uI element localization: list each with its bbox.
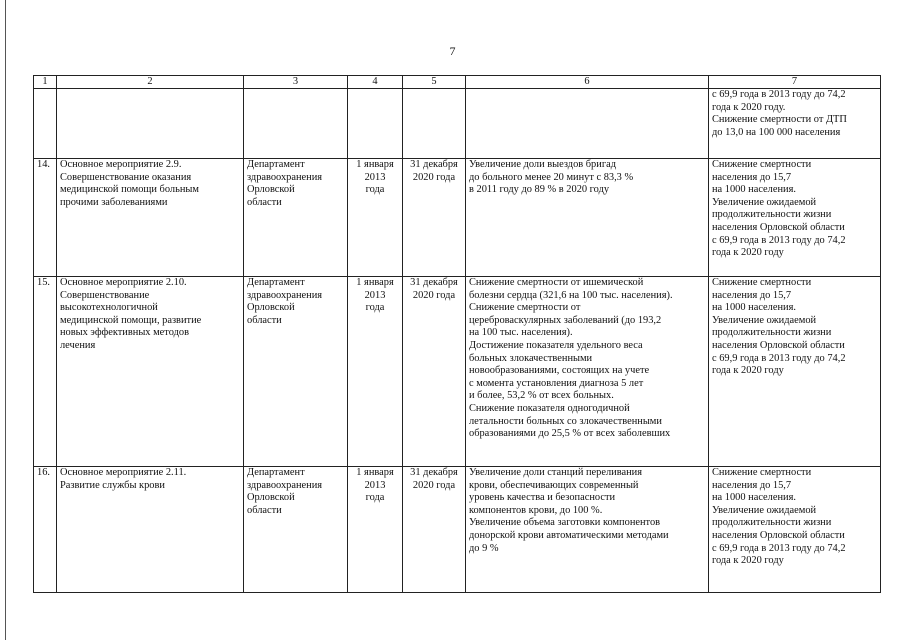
row-number: 14. [34,159,57,277]
cell-line: населения Орловской области [712,339,845,351]
cell-line: компонентов крови, до 100 %. [469,504,603,516]
cell-line: образованиями до 25,5 % от всех заболевших [469,428,671,440]
cell-line: Увеличение ожидаемой [712,196,817,208]
expected-result-cell [466,277,709,467]
cell-line: области [247,504,282,516]
page-number: 7 [449,44,456,58]
cell-line: летальности больных со злокачественными [469,415,662,427]
cell-line: 31 декабря [410,467,458,478]
cell-line: новых эффективных методов [60,327,189,339]
activity-cell [57,467,244,593]
cell-line: здравоохранения [247,479,323,491]
cell-line: больных злокачественными [469,352,593,364]
cell-line: новообразованиями, состоящих на учете [469,365,650,377]
header-col-2: 2 [57,76,244,89]
cell-line: с 69,9 года в 2013 году до 74,2 [712,89,846,100]
cell-line: области [247,196,282,208]
cell-line: и более, 53,2 % от всех больных. [469,390,614,402]
header-col-5: 5 [403,76,466,89]
cell-line: с 69,9 года в 2013 году до 74,2 [712,352,846,364]
indicator-cell [709,159,881,277]
cell-line: 2020 года [412,479,456,491]
end-date-cell [403,467,466,593]
cell-line: 2020 года [412,289,456,301]
cell-line: Увеличение ожидаемой [712,314,817,326]
cell-line: года к 2020 году [712,555,784,567]
cell-line: Снижение смертности от ДТП [712,114,847,126]
header-col-6: 6 [466,76,709,89]
cell-line: прочими заболеваниями [60,196,168,208]
cell-line: крови, обеспечивающих современный [469,479,639,491]
expected-result-cell [466,159,709,277]
cell-line: Департамент [247,467,305,478]
cell-line: Орловской [247,184,295,196]
cell-line: населения до 15,7 [712,479,792,491]
cell-line: Основное мероприятие 2.11. [60,467,187,478]
cell-line: на 100 тыс. населения). [469,327,573,339]
cell-line: высокотехнологичной [60,302,158,314]
cell-line: здравоохранения [247,289,323,301]
row-number: 16. [34,467,57,593]
cell-line: лечения [60,339,96,351]
cell-line: Департамент [247,277,305,288]
cell-line: Снижение смертности [712,467,812,478]
expected-result-cell [466,467,709,593]
cell-line: на 1000 населения. [712,302,796,314]
cell-line: 2013 [364,171,386,183]
cont-col-2 [57,89,244,159]
header-row [34,76,881,89]
cont-col-7 [709,89,881,159]
cell-line: Увеличение доли станций переливания [469,467,642,478]
cell-line: населения до 15,7 [712,171,792,183]
continuation-row [34,89,881,159]
cell-line: Достижение показателя удельного веса [469,339,643,351]
cell-line: Совершенствование [60,289,150,301]
cell-line: с 69,9 года в 2013 году до 74,2 [712,542,846,554]
cell-line: населения Орловской области [712,529,845,541]
cont-col-1 [34,89,57,159]
row-number: 15. [34,277,57,467]
cell-line: медицинской помощи, развитие [60,314,202,326]
executor-cell [244,277,348,467]
header-col-1: 1 [34,76,57,89]
start-date-cell [348,277,403,467]
cell-line: Увеличение доли выездов бригад [469,159,616,170]
cell-line: 2013 [364,479,386,491]
activity-cell [57,277,244,467]
cell-line: уровень качества и безопасности [469,492,616,504]
cell-line: Развитие службы крови [60,479,165,491]
cell-line: года к 2020 году. [712,101,786,113]
executor-cell [244,159,348,277]
activity-cell [57,159,244,277]
cont-col-3 [244,89,348,159]
executor-cell [244,467,348,593]
header-col-3: 3 [244,76,348,89]
cell-line: здравоохранения [247,171,323,183]
cell-line: 2013 [364,289,386,301]
cell-line: цереброваскулярных заболеваний (до 193,2 [469,314,662,326]
cell-line: года к 2020 году [712,365,784,377]
cell-line: на 1000 населения. [712,184,796,196]
cell-line: 1 января [356,467,394,478]
cell-line: Основное мероприятие 2.10. [60,277,187,288]
cont-col-5 [403,89,466,159]
table-row-15 [34,277,881,467]
cell-line: Снижение смертности от ишемической [469,277,644,288]
cell-line: 1 января [356,277,394,288]
activities-table [33,75,881,593]
cell-line: болезни сердца (321,6 на 100 тыс. населения). [469,289,673,301]
header-col-7: 7 [709,76,881,89]
cell-line: до 13,0 на 100 000 населения [712,126,841,138]
cell-line: 31 декабря [410,277,458,288]
cell-line: Орловской [247,302,295,314]
header-col-4: 4 [348,76,403,89]
cell-line: в 2011 году до 89 % в 2020 году [469,184,610,196]
cell-line: населения Орловской области [712,221,845,233]
table-row-14 [34,159,881,277]
end-date-cell [403,159,466,277]
cell-line: медицинской помощи больным [60,184,199,196]
cell-line: Совершенствование оказания [60,171,192,183]
cell-line: населения до 15,7 [712,289,792,301]
cell-line: 2020 года [412,171,456,183]
cell-line: Снижение смертности [712,159,812,170]
cell-line: до 9 % [469,542,499,554]
cell-line: на 1000 населения. [712,492,796,504]
start-date-cell [348,467,403,593]
cell-line: продолжительности жизни [712,517,832,529]
start-date-cell [348,159,403,277]
cell-line: Увеличение ожидаемой [712,504,817,516]
cont-col-4 [348,89,403,159]
indicator-cell [709,277,881,467]
cell-line: с 69,9 года в 2013 году до 74,2 [712,234,846,246]
cell-line: области [247,314,282,326]
cell-line: с момента установления диагноза 5 лет [469,377,644,389]
indicator-cell [709,467,881,593]
end-date-cell [403,277,466,467]
cell-line: Основное мероприятие 2.9. [60,159,182,170]
table-row-16 [34,467,881,593]
cell-line: года [365,492,385,504]
cell-line: донорской крови автоматическими методами [469,529,669,541]
cell-line: Снижение смертности от [469,302,581,314]
cell-line: Орловской [247,492,295,504]
cell-line: Департамент [247,159,305,170]
cell-line: 1 января [356,159,394,170]
cell-line: года [365,302,385,314]
cell-line: года к 2020 году [712,247,784,259]
cell-line: продолжительности жизни [712,327,832,339]
page-edge-line [5,0,6,640]
cell-line: до больного менее 20 минут с 83,3 % [469,171,634,183]
cont-col-6 [466,89,709,159]
cell-line: Снижение смертности [712,277,812,288]
cell-line: Снижение показателя одногодичной [469,402,630,414]
cell-line: Увеличение объема заготовки компонентов [469,517,661,529]
cell-line: года [365,184,385,196]
cell-line: продолжительности жизни [712,209,832,221]
cell-line: 31 декабря [410,159,458,170]
